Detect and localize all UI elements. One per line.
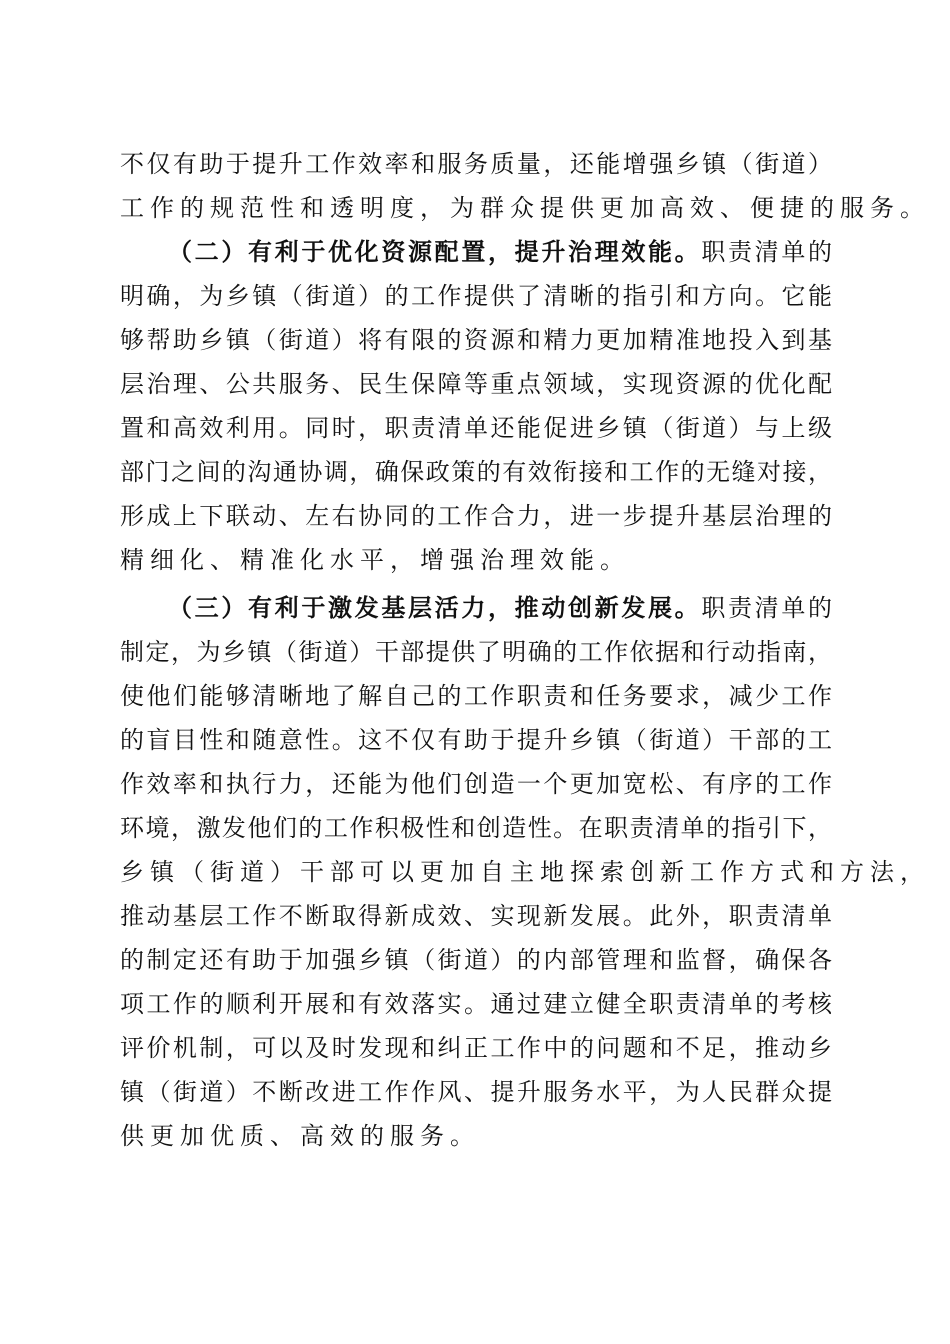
text-line: 部门之间的沟通协调，确保政策的有效衔接和工作的无缝对接， — [120, 458, 832, 486]
text-fragment: 职责清单的 — [701, 594, 833, 622]
text-line: 供更加优质、高效的服务。 — [120, 1122, 480, 1150]
text-line: 置和高效利用。同时，职责清单还能促进乡镇（街道）与上级 — [120, 414, 832, 442]
text-line: 工作的规范性和透明度，为群众提供更加高效、便捷的服务。 — [120, 194, 930, 222]
text-line: 不仅有助于提升工作效率和服务质量，还能增强乡镇（街道） — [120, 150, 832, 178]
text-line: 够帮助乡镇（街道）将有限的资源和精力更加精准地投入到基 — [120, 326, 832, 354]
text-line: 作效率和执行力，还能为他们创造一个更加宽松、有序的工作 — [120, 770, 832, 798]
text-line: 推动基层工作不断取得新成效、实现新发展。此外，职责清单 — [120, 902, 832, 930]
text-line: 层治理、公共服务、民生保障等重点领域，实现资源的优化配 — [120, 370, 832, 398]
section-heading-3: （三）有利于激发基层活力，推动创新发展。 — [168, 593, 702, 622]
text-line: 形成上下联动、左右协同的工作合力，进一步提升基层治理的 — [120, 502, 832, 530]
section-heading-2: （二）有利于优化资源配置，提升治理效能。 — [168, 237, 702, 266]
text-line: 环境，激发他们的工作积极性和创造性。在职责清单的指引下， — [120, 814, 832, 842]
text-line: 制定，为乡镇（街道）干部提供了明确的工作依据和行动指南， — [120, 638, 832, 666]
text-line: 使他们能够清晰地了解自己的工作职责和任务要求，减少工作 — [120, 682, 832, 710]
section-heading-line — [168, 586, 832, 630]
text-line: 的制定还有助于加强乡镇（街道）的内部管理和监督，确保各 — [120, 946, 832, 974]
text-line: 评价机制，可以及时发现和纠正工作中的问题和不足，推动乡 — [120, 1034, 832, 1062]
text-line: 乡镇（街道）干部可以更加自主地探索创新工作方式和方法， — [120, 858, 930, 886]
text-line: 精细化、精准化水平，增强治理效能。 — [120, 546, 630, 574]
text-line: 的盲目性和随意性。这不仅有助于提升乡镇（街道）干部的工 — [120, 726, 832, 754]
text-line: 镇（街道）不断改进工作作风、提升服务水平，为人民群众提 — [120, 1078, 832, 1106]
section-heading-line — [168, 230, 832, 274]
text-line: 明确，为乡镇（街道）的工作提供了清晰的指引和方向。它能 — [120, 282, 832, 310]
text-line: 项工作的顺利开展和有效落实。通过建立健全职责清单的考核 — [120, 990, 832, 1018]
text-fragment: 职责清单的 — [701, 238, 833, 266]
